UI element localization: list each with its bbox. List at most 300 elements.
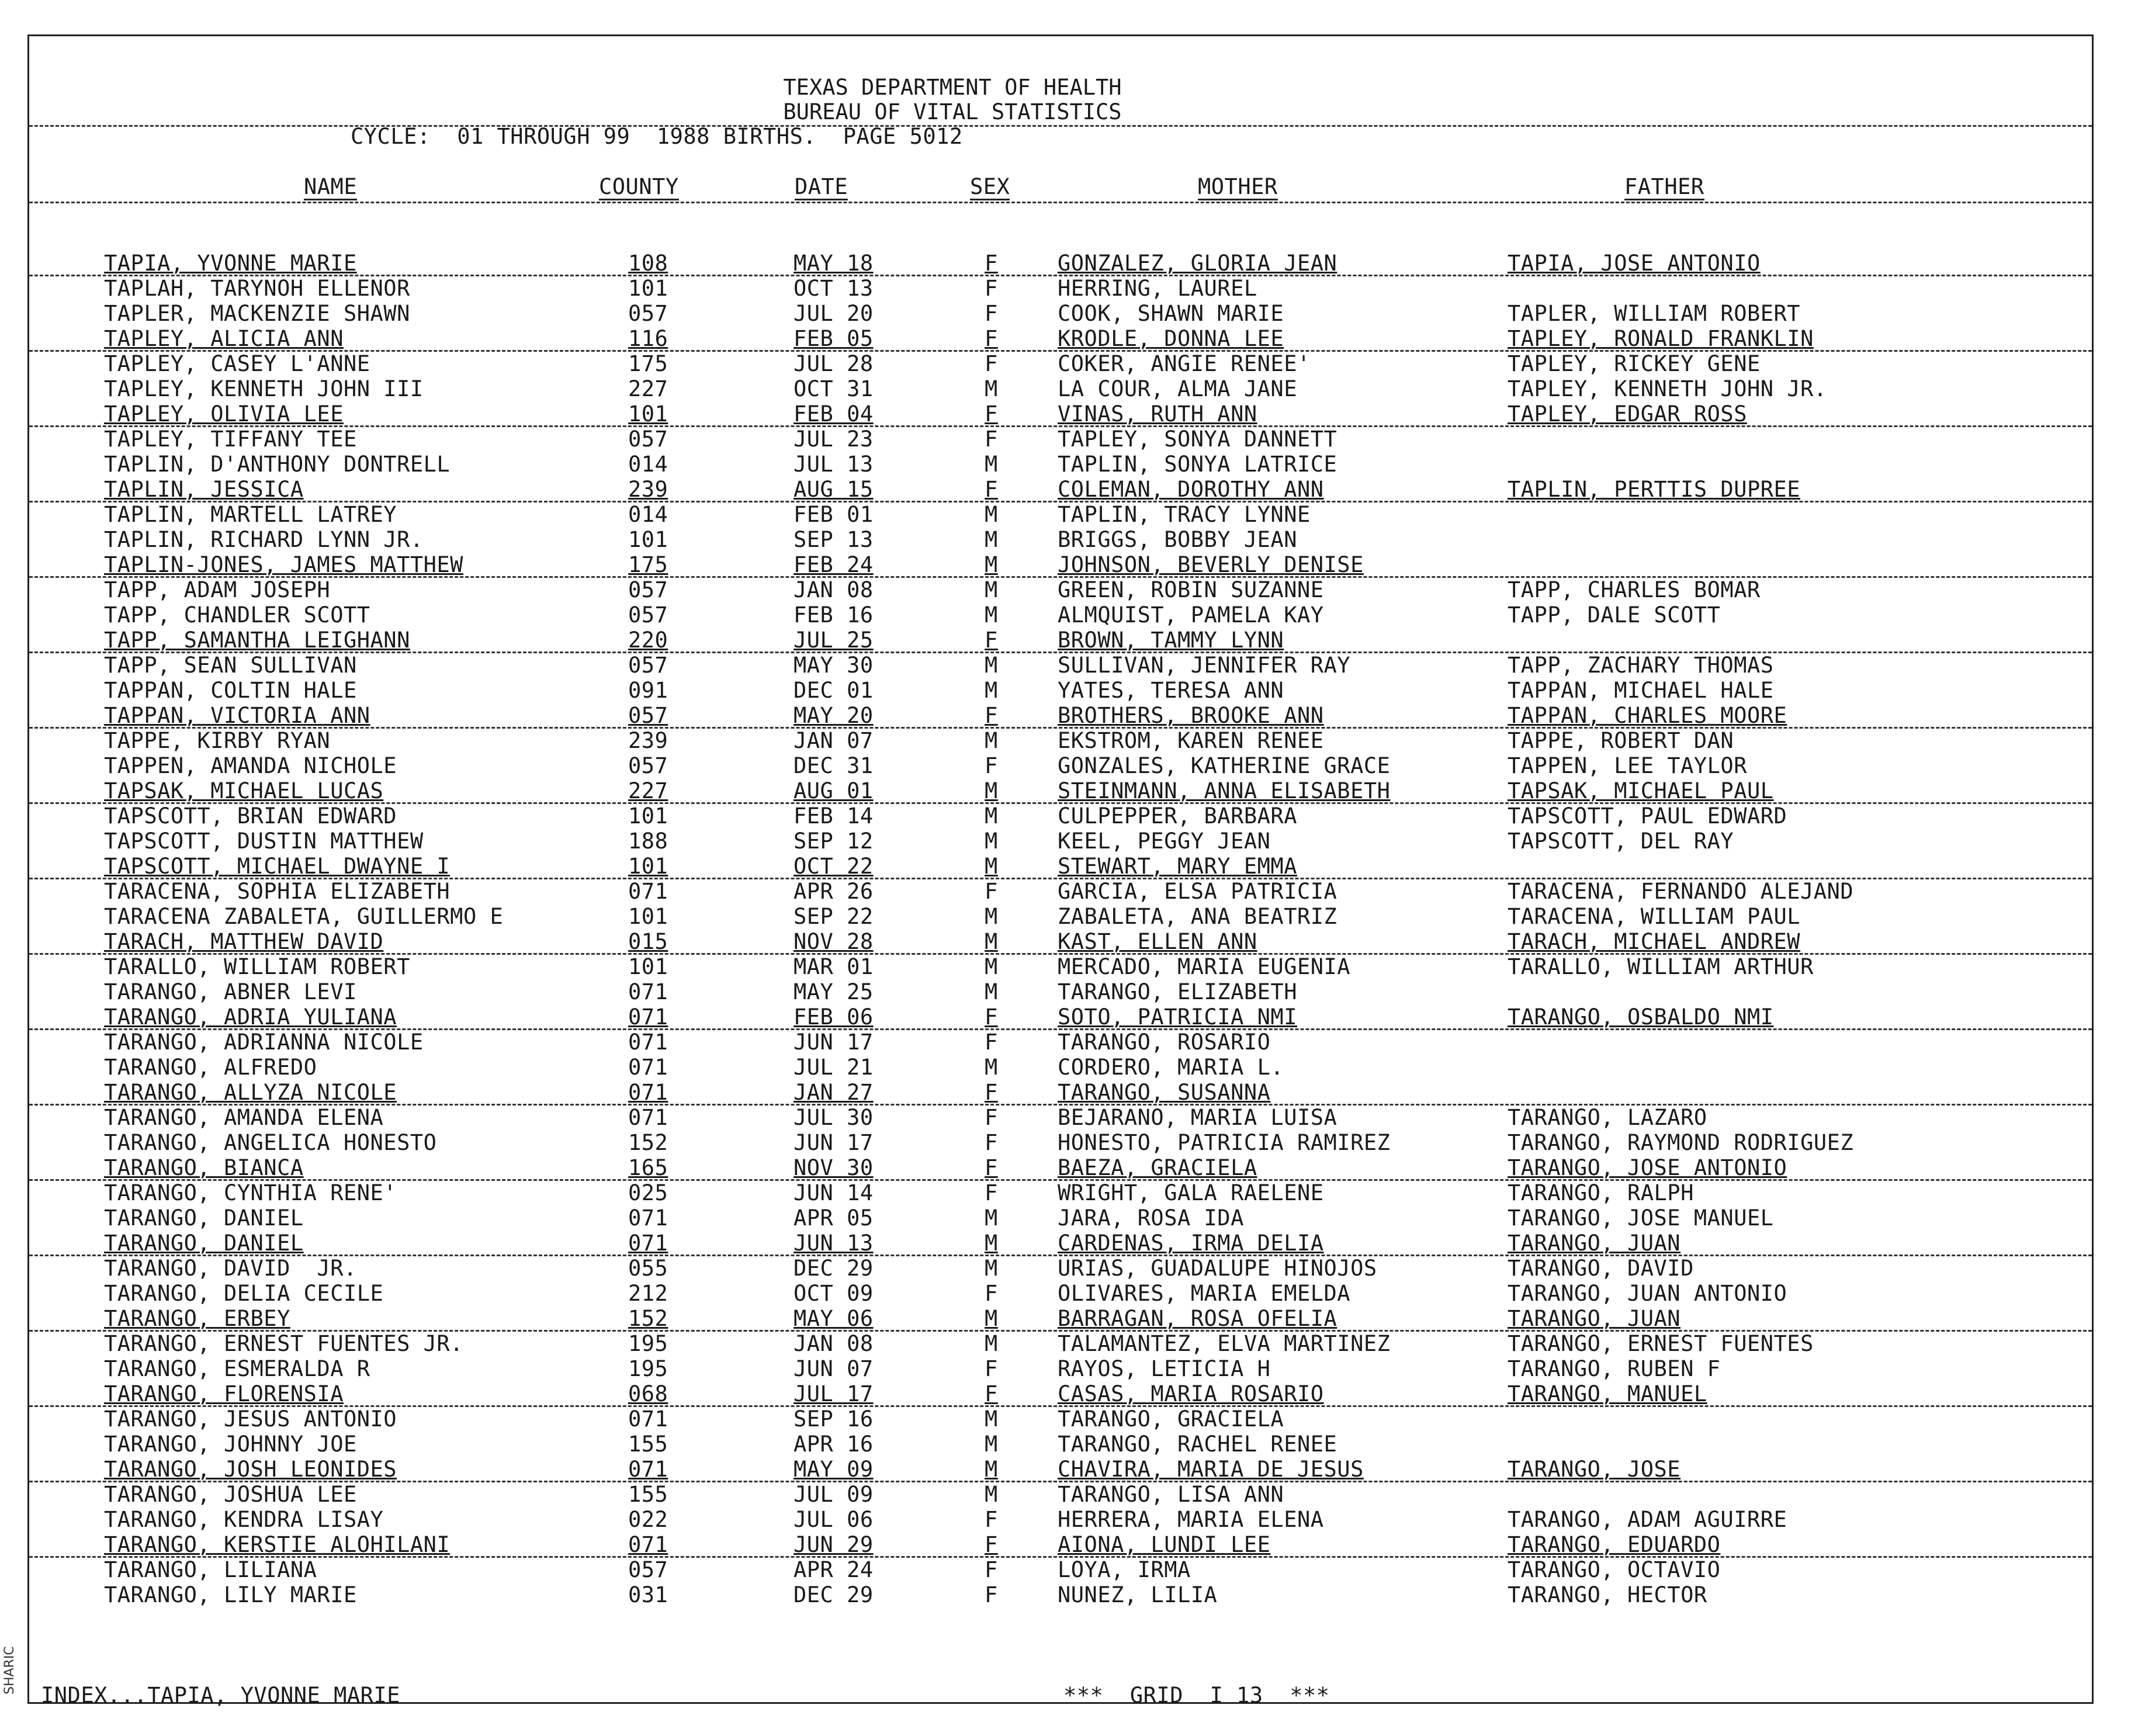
cell-mother: HERRERA, MARIA ELENA xyxy=(1058,1507,1324,1532)
table-row xyxy=(0,477,2138,502)
cell-date: JUL 25 xyxy=(793,628,874,653)
cell-mother: BRIGGS, BOBBY JEAN xyxy=(1058,527,1297,552)
cell-county: 057 xyxy=(628,301,668,326)
table-row xyxy=(0,1231,2138,1256)
cell-name: TAPLEY, CASEY L'ANNE xyxy=(104,351,370,376)
cell-father: TAPPAN, CHARLES MOORE xyxy=(1508,703,1787,728)
cell-mother: KEEL, PEGGY JEAN xyxy=(1058,829,1271,854)
cell-sex: F xyxy=(985,1030,998,1055)
cell-date: JUL 06 xyxy=(793,1507,874,1532)
table-row xyxy=(0,1583,2138,1607)
cell-name: TARANGO, AMANDA ELENA xyxy=(104,1105,384,1130)
cell-name: TARACENA, SOPHIA ELIZABETH xyxy=(104,879,451,904)
cell-date: JUN 17 xyxy=(793,1030,874,1055)
cell-date: AUG 01 xyxy=(793,778,874,803)
cell-county: 175 xyxy=(628,351,668,376)
cell-sex: F xyxy=(985,1582,998,1607)
table-row xyxy=(0,1482,2138,1507)
cell-mother: LOYA, IRMA xyxy=(1058,1557,1191,1582)
cell-date: SEP 13 xyxy=(793,527,874,552)
cell-name: TAPP, SAMANTHA LEIGHANN xyxy=(104,628,410,653)
cell-father: TARANGO, JUAN xyxy=(1508,1231,1681,1256)
cell-mother: TAPLEY, SONYA DANNETT xyxy=(1058,427,1337,452)
cell-date: SEP 16 xyxy=(793,1406,874,1432)
cell-name: TAPSCOTT, MICHAEL DWAYNE I xyxy=(104,854,451,879)
table-row xyxy=(0,302,2138,326)
cell-father: TARANGO, JUAN xyxy=(1508,1306,1681,1331)
cell-name: TARANGO, JOSHUA LEE xyxy=(104,1482,357,1507)
table-row xyxy=(0,1206,2138,1231)
table-row xyxy=(0,1432,2138,1457)
cell-father: TAPIA, JOSE ANTONIO xyxy=(1508,251,1761,276)
cell-name: TAPLEY, KENNETH JOHN III xyxy=(104,376,424,401)
cell-date: APR 24 xyxy=(793,1557,874,1582)
cell-sex: M xyxy=(985,452,998,477)
cell-county: 022 xyxy=(628,1507,668,1532)
column-header-divider xyxy=(29,202,2092,203)
table-row xyxy=(0,1055,2138,1080)
cell-name: TARANGO, ERBEY xyxy=(104,1306,290,1331)
cell-mother: GARCIA, ELSA PATRICIA xyxy=(1058,879,1337,904)
cell-county: 071 xyxy=(628,879,668,904)
cell-name: TAPP, CHANDLER SCOTT xyxy=(104,602,370,628)
cell-name: TARANGO, ANGELICA HONESTO xyxy=(104,1130,437,1155)
cell-date: JAN 08 xyxy=(793,1331,874,1356)
cell-sex: M xyxy=(985,527,998,552)
table-row xyxy=(0,704,2138,728)
cell-name: TARANGO, DANIEL xyxy=(104,1231,304,1256)
table-row xyxy=(0,528,2138,552)
cell-mother: COOK, SHAWN MARIE xyxy=(1058,301,1284,326)
cell-date: FEB 04 xyxy=(793,401,874,427)
cell-date: FEB 14 xyxy=(793,803,874,829)
cell-father: TAPLEY, EDGAR ROSS xyxy=(1508,401,1747,427)
cell-sex: F xyxy=(985,251,998,276)
cell-name: TARANGO, FLORENSIA xyxy=(104,1381,344,1406)
cell-father: TAPPEN, LEE TAYLOR xyxy=(1508,753,1747,778)
cell-county: 071 xyxy=(628,1030,668,1055)
cell-sex: M xyxy=(985,904,998,929)
cell-county: 101 xyxy=(628,904,668,929)
cell-father: TAPLEY, RONALD FRANKLIN xyxy=(1508,326,1814,351)
table-row xyxy=(0,1457,2138,1482)
cell-county: 239 xyxy=(628,728,668,753)
table-row xyxy=(0,352,2138,376)
table-row xyxy=(0,503,2138,527)
header-bureau: BUREAU OF VITAL STATISTICS xyxy=(783,99,1122,124)
cell-date: MAR 01 xyxy=(793,954,874,979)
cell-county: 057 xyxy=(628,703,668,728)
cell-name: TAPPEN, AMANDA NICHOLE xyxy=(104,753,397,778)
cell-date: OCT 22 xyxy=(793,854,874,879)
cell-name: TARANGO, LILY MARIE xyxy=(104,1582,357,1607)
cell-name: TAPPE, KIRBY RYAN xyxy=(104,728,331,753)
cell-name: TAPLIN, RICHARD LYNN JR. xyxy=(104,527,424,552)
cell-county: 101 xyxy=(628,954,668,979)
col-header-name: NAME xyxy=(304,174,358,199)
cell-name: TARANGO, DELIA CECILE xyxy=(104,1281,384,1306)
cell-date: OCT 13 xyxy=(793,276,874,301)
cell-date: DEC 01 xyxy=(793,678,874,703)
cell-mother: TARANGO, ROSARIO xyxy=(1058,1030,1271,1055)
cell-sex: M xyxy=(985,803,998,829)
cell-sex: M xyxy=(985,1331,998,1356)
cell-father: TARANGO, HECTOR xyxy=(1508,1582,1707,1607)
col-header-father: FATHER xyxy=(1624,174,1704,199)
cell-father: TARANGO, EDUARDO xyxy=(1508,1532,1721,1557)
table-row xyxy=(0,754,2138,778)
cell-sex: F xyxy=(985,276,998,301)
cell-sex: M xyxy=(985,1231,998,1256)
cell-mother: TAPLIN, SONYA LATRICE xyxy=(1058,452,1337,477)
cell-mother: COLEMAN, DOROTHY ANN xyxy=(1058,477,1324,502)
cell-father: TARACENA, WILLIAM PAUL xyxy=(1508,904,1801,929)
cell-mother: VINAS, RUTH ANN xyxy=(1058,401,1257,427)
cell-sex: F xyxy=(985,1557,998,1582)
cell-name: TARACH, MATTHEW DAVID xyxy=(104,929,384,954)
cell-county: 071 xyxy=(628,1105,668,1130)
cell-mother: MERCADO, MARIA EUGENIA xyxy=(1058,954,1351,979)
table-row xyxy=(0,327,2138,351)
cell-sex: F xyxy=(985,703,998,728)
cell-county: 165 xyxy=(628,1155,668,1180)
cell-mother: CORDERO, MARIA L. xyxy=(1058,1055,1284,1080)
cell-date: OCT 09 xyxy=(793,1281,874,1306)
table-row xyxy=(0,653,2138,678)
table-row xyxy=(0,1307,2138,1331)
cell-date: FEB 01 xyxy=(793,502,874,527)
cell-name: TAPPAN, COLTIN HALE xyxy=(104,678,357,703)
cell-date: APR 16 xyxy=(793,1432,874,1457)
cell-father: TARANGO, RAYMOND RODRIGUEZ xyxy=(1508,1130,1854,1155)
cell-mother: SULLIVAN, JENNIFER RAY xyxy=(1058,653,1351,678)
cell-county: 071 xyxy=(628,1532,668,1557)
cell-sex: M xyxy=(985,1256,998,1281)
table-row xyxy=(0,1131,2138,1155)
cell-name: TAPLIN, MARTELL LATREY xyxy=(104,502,397,527)
table-row xyxy=(0,1106,2138,1130)
cell-name: TAPLIN, D'ANTHONY DONTRELL xyxy=(104,452,451,477)
cell-name: TAPIA, YVONNE MARIE xyxy=(104,251,357,276)
table-row xyxy=(0,804,2138,829)
cell-date: SEP 22 xyxy=(793,904,874,929)
cell-sex: M xyxy=(985,602,998,628)
cell-date: MAY 18 xyxy=(793,251,874,276)
cell-county: 068 xyxy=(628,1381,668,1406)
cell-sex: M xyxy=(985,1482,998,1507)
footer-grid: *** GRID I 13 *** xyxy=(1063,1683,1330,1708)
cell-date: JUL 13 xyxy=(793,452,874,477)
cell-mother: BEJARANO, MARIA LUISA xyxy=(1058,1105,1337,1130)
table-row xyxy=(0,1156,2138,1180)
cell-name: TARANGO, JESUS ANTONIO xyxy=(104,1406,397,1432)
cell-county: 057 xyxy=(628,602,668,628)
cell-sex: F xyxy=(985,879,998,904)
cell-date: FEB 06 xyxy=(793,1004,874,1030)
cell-father: TAPPE, ROBERT DAN xyxy=(1508,728,1734,753)
cell-father: TAPSCOTT, DEL RAY xyxy=(1508,829,1734,854)
cell-name: TARANGO, ERNEST FUENTES JR. xyxy=(104,1331,463,1356)
cell-county: 227 xyxy=(628,778,668,803)
cell-sex: F xyxy=(985,628,998,653)
cell-date: JUL 30 xyxy=(793,1105,874,1130)
table-row xyxy=(0,854,2138,879)
col-header-county: COUNTY xyxy=(599,174,679,199)
cell-mother: ZABALETA, ANA BEATRIZ xyxy=(1058,904,1337,929)
cell-mother: NUNEZ, LILIA xyxy=(1058,1582,1218,1607)
cell-date: MAY 30 xyxy=(793,653,874,678)
table-row xyxy=(0,1508,2138,1532)
cell-county: 091 xyxy=(628,678,668,703)
cell-name: TARANGO, ABNER LEVI xyxy=(104,979,357,1004)
cell-sex: F xyxy=(985,1155,998,1180)
cell-father: TARANGO, JUAN ANTONIO xyxy=(1508,1281,1787,1306)
cell-mother: STEINMANN, ANNA ELISABETH xyxy=(1058,778,1391,803)
cell-date: JUL 09 xyxy=(793,1482,874,1507)
cell-father: TARANGO, MANUEL xyxy=(1508,1381,1707,1406)
cell-name: TARACENA ZABALETA, GUILLERMO E xyxy=(104,904,504,929)
cell-name: TAPPAN, VICTORIA ANN xyxy=(104,703,370,728)
cell-county: 071 xyxy=(628,1457,668,1482)
col-header-mother: MOTHER xyxy=(1198,174,1278,199)
cell-mother: GONZALES, KATHERINE GRACE xyxy=(1058,753,1391,778)
cell-sex: M xyxy=(985,954,998,979)
cell-mother: BAEZA, GRACIELA xyxy=(1058,1155,1257,1180)
cell-name: TAPLER, MACKENZIE SHAWN xyxy=(104,301,410,326)
cell-sex: M xyxy=(985,1205,998,1231)
cell-name: TARANGO, ADRIA YULIANA xyxy=(104,1004,397,1030)
cell-sex: F xyxy=(985,1004,998,1030)
cell-county: 101 xyxy=(628,401,668,427)
table-row xyxy=(0,1332,2138,1356)
cell-sex: F xyxy=(985,1105,998,1130)
cell-county: 057 xyxy=(628,753,668,778)
cell-name: TAPSAK, MICHAEL LUCAS xyxy=(104,778,384,803)
cell-county: 152 xyxy=(628,1130,668,1155)
cell-county: 057 xyxy=(628,1557,668,1582)
cell-date: NOV 30 xyxy=(793,1155,874,1180)
cell-county: 101 xyxy=(628,854,668,879)
cell-name: TARANGO, LILIANA xyxy=(104,1557,317,1582)
cell-mother: CHAVIRA, MARIA DE JESUS xyxy=(1058,1457,1364,1482)
cell-father: TAPLEY, KENNETH JOHN JR. xyxy=(1508,376,1827,401)
cell-sex: M xyxy=(985,728,998,753)
cell-name: TARANGO, ALLYZA NICOLE xyxy=(104,1080,397,1105)
cell-date: JUN 13 xyxy=(793,1231,874,1256)
cell-name: TARANGO, JOHNNY JOE xyxy=(104,1432,357,1457)
cell-father: TARANGO, OSBALDO NMI xyxy=(1508,1004,1774,1030)
cell-sex: M xyxy=(985,1457,998,1482)
table-row xyxy=(0,980,2138,1004)
cell-county: 071 xyxy=(628,1406,668,1432)
cell-name: TAPLEY, TIFFANY TEE xyxy=(104,427,357,452)
cell-father: TARALLO, WILLIAM ARTHUR xyxy=(1508,954,1814,979)
cell-sex: F xyxy=(985,401,998,427)
cell-name: TARALLO, WILLIAM ROBERT xyxy=(104,954,410,979)
cell-sex: F xyxy=(985,1080,998,1105)
cell-mother: HONESTO, PATRICIA RAMIREZ xyxy=(1058,1130,1391,1155)
table-row xyxy=(0,1256,2138,1281)
cell-father: TARANGO, ERNEST FUENTES xyxy=(1508,1331,1814,1356)
cell-sex: F xyxy=(985,427,998,452)
cell-sex: M xyxy=(985,552,998,577)
cell-date: JUL 28 xyxy=(793,351,874,376)
cell-mother: OLIVARES, MARIA EMELDA xyxy=(1058,1281,1351,1306)
cell-father: TARANGO, RUBEN F xyxy=(1508,1356,1721,1381)
cell-county: 071 xyxy=(628,979,668,1004)
cell-father: TARANGO, JOSE xyxy=(1508,1457,1681,1482)
cell-mother: AIONA, LUNDI LEE xyxy=(1058,1532,1271,1557)
cell-father: TARANGO, LAZARO xyxy=(1508,1105,1707,1130)
cell-sex: F xyxy=(985,1381,998,1406)
cell-county: 071 xyxy=(628,1231,668,1256)
table-row xyxy=(0,1357,2138,1381)
cell-father: TARACH, MICHAEL ANDREW xyxy=(1508,929,1801,954)
table-row xyxy=(0,1030,2138,1055)
table-row xyxy=(0,553,2138,577)
cell-county: 116 xyxy=(628,326,668,351)
cell-sex: F xyxy=(985,1532,998,1557)
cell-name: TARANGO, ADRIANNA NICOLE xyxy=(104,1030,424,1055)
cell-county: 188 xyxy=(628,829,668,854)
cell-county: 101 xyxy=(628,803,668,829)
cell-date: JAN 07 xyxy=(793,728,874,753)
cell-county: 108 xyxy=(628,251,668,276)
cell-father: TAPSAK, MICHAEL PAUL xyxy=(1508,778,1774,803)
cell-county: 057 xyxy=(628,427,668,452)
cell-father: TAPLIN, PERTTIS DUPREE xyxy=(1508,477,1801,502)
cell-county: 055 xyxy=(628,1256,668,1281)
cell-mother: SOTO, PATRICIA NMI xyxy=(1058,1004,1297,1030)
cell-mother: WRIGHT, GALA RAELENE xyxy=(1058,1180,1324,1205)
cell-mother: GREEN, ROBIN SUZANNE xyxy=(1058,577,1324,602)
cell-mother: EKSTROM, KAREN RENEE xyxy=(1058,728,1324,753)
table-row xyxy=(0,251,2138,276)
cell-name: TAPLIN-JONES, JAMES MATTHEW xyxy=(104,552,463,577)
cell-county: 195 xyxy=(628,1331,668,1356)
cell-date: JAN 08 xyxy=(793,577,874,602)
cell-county: 212 xyxy=(628,1281,668,1306)
table-row xyxy=(0,1533,2138,1557)
cell-county: 152 xyxy=(628,1306,668,1331)
cell-mother: URIAS, GUADALUPE HINOJOS xyxy=(1058,1256,1377,1281)
cell-county: 014 xyxy=(628,452,668,477)
cell-father: TAPSCOTT, PAUL EDWARD xyxy=(1508,803,1787,829)
table-row xyxy=(0,427,2138,452)
table-row xyxy=(0,1005,2138,1030)
cell-sex: M xyxy=(985,979,998,1004)
cell-mother: KAST, ELLEN ANN xyxy=(1058,929,1257,954)
table-row xyxy=(0,905,2138,929)
cell-county: 101 xyxy=(628,527,668,552)
cell-sex: M xyxy=(985,577,998,602)
cell-county: 195 xyxy=(628,1356,668,1381)
cell-mother: KRODLE, DONNA LEE xyxy=(1058,326,1284,351)
cell-mother: TARANGO, LISA ANN xyxy=(1058,1482,1284,1507)
cell-date: FEB 24 xyxy=(793,552,874,577)
cell-date: MAY 06 xyxy=(793,1306,874,1331)
cell-sex: F xyxy=(985,351,998,376)
table-row xyxy=(0,1080,2138,1105)
cell-mother: GONZALEZ, GLORIA JEAN xyxy=(1058,251,1337,276)
cell-mother: RAYOS, LETICIA H xyxy=(1058,1356,1271,1381)
cell-date: AUG 15 xyxy=(793,477,874,502)
table-row xyxy=(0,1181,2138,1205)
cell-mother: TARANGO, SUSANNA xyxy=(1058,1080,1271,1105)
table-row xyxy=(0,402,2138,427)
cell-father: TARANGO, DAVID xyxy=(1508,1256,1694,1281)
cell-sex: F xyxy=(985,1507,998,1532)
cell-date: OCT 31 xyxy=(793,376,874,401)
table-row xyxy=(0,879,2138,904)
cell-sex: F xyxy=(985,326,998,351)
cell-mother: CASAS, MARIA ROSARIO xyxy=(1058,1381,1324,1406)
cell-father: TARANGO, RALPH xyxy=(1508,1180,1694,1205)
cell-county: 057 xyxy=(628,577,668,602)
cell-date: JUN 07 xyxy=(793,1356,874,1381)
table-row xyxy=(0,678,2138,703)
cell-sex: M xyxy=(985,653,998,678)
cell-date: FEB 16 xyxy=(793,602,874,628)
col-header-date: DATE xyxy=(795,174,848,199)
cell-father: TAPP, ZACHARY THOMAS xyxy=(1508,653,1774,678)
cell-name: TARANGO, ESMERALDA R xyxy=(104,1356,370,1381)
cell-sex: F xyxy=(985,1130,998,1155)
cell-county: 014 xyxy=(628,502,668,527)
cell-sex: M xyxy=(985,1432,998,1457)
cell-mother: BARRAGAN, ROSA OFELIA xyxy=(1058,1306,1337,1331)
cell-county: 025 xyxy=(628,1180,668,1205)
cell-mother: TARANGO, ELIZABETH xyxy=(1058,979,1297,1004)
header-department: TEXAS DEPARTMENT OF HEALTH xyxy=(783,75,1122,100)
cell-name: TARANGO, DAVID JR. xyxy=(104,1256,357,1281)
cell-name: TAPSCOTT, DUSTIN MATTHEW xyxy=(104,829,424,854)
cell-name: TARANGO, ALFREDO xyxy=(104,1055,317,1080)
cell-sex: F xyxy=(985,1281,998,1306)
cell-mother: COKER, ANGIE RENEE' xyxy=(1058,351,1311,376)
table-row xyxy=(0,276,2138,301)
cell-name: TAPP, ADAM JOSEPH xyxy=(104,577,331,602)
cell-date: FEB 05 xyxy=(793,326,874,351)
cell-date: JUL 20 xyxy=(793,301,874,326)
cell-county: 015 xyxy=(628,929,668,954)
cell-mother: TAPLIN, TRACY LYNNE xyxy=(1058,502,1311,527)
table-row xyxy=(0,628,2138,653)
cell-father: TAPP, CHARLES BOMAR xyxy=(1508,577,1761,602)
cell-sex: F xyxy=(985,301,998,326)
table-row xyxy=(0,1558,2138,1582)
footer-index: INDEX...TAPIA, YVONNE MARIE xyxy=(41,1683,400,1708)
cell-sex: M xyxy=(985,678,998,703)
cell-sex: M xyxy=(985,502,998,527)
table-row xyxy=(0,1407,2138,1432)
cell-father: TAPLER, WILLIAM ROBERT xyxy=(1508,301,1801,326)
cell-name: TAPLEY, ALICIA ANN xyxy=(104,326,344,351)
cell-sex: F xyxy=(985,477,998,502)
cell-mother: BROWN, TAMMY LYNN xyxy=(1058,628,1284,653)
cell-county: 071 xyxy=(628,1055,668,1080)
cell-date: DEC 31 xyxy=(793,753,874,778)
cell-date: MAY 20 xyxy=(793,703,874,728)
cell-sex: F xyxy=(985,1356,998,1381)
cell-date: JUN 29 xyxy=(793,1532,874,1557)
cell-name: TAPLEY, OLIVIA LEE xyxy=(104,401,344,427)
cell-county: 227 xyxy=(628,376,668,401)
cell-date: JUL 17 xyxy=(793,1381,874,1406)
cell-father: TAPLEY, RICKEY GENE xyxy=(1508,351,1761,376)
cell-county: 175 xyxy=(628,552,668,577)
cell-date: DEC 29 xyxy=(793,1256,874,1281)
